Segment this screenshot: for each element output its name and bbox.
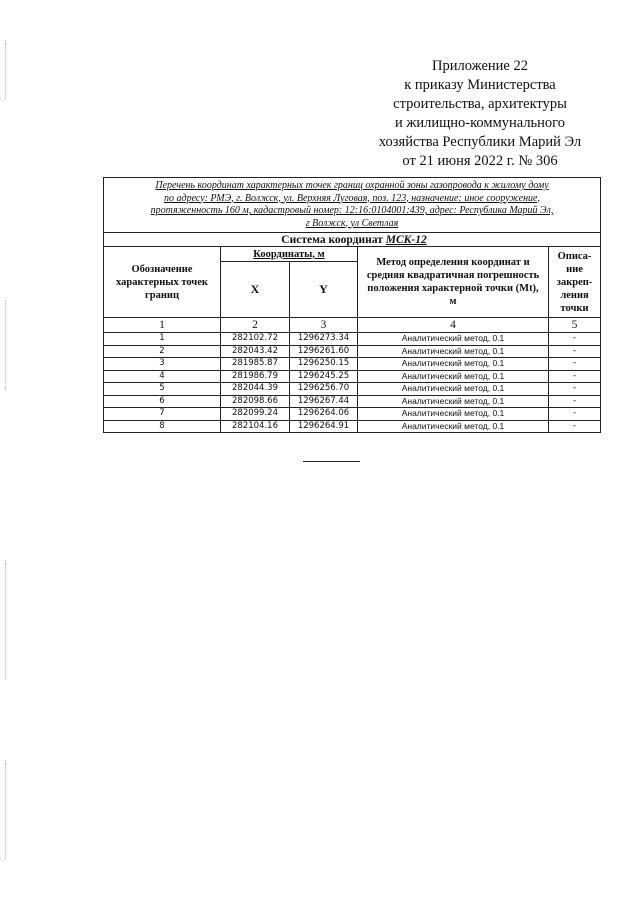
cell-y: 1296273.34 [290,333,358,346]
cell-y: 1296250.15 [290,358,358,371]
header-x: X [221,262,290,318]
table-row [104,333,601,346]
table-row [104,370,601,383]
column-number: 3 [290,318,358,333]
caption-line: по адресу: РМЭ, г. Волжск, ул. Верхняя Луговая, поз. 123, назначение: иное сооружение, [164,192,540,204]
cell-point: 3 [104,358,221,371]
cell-y: 1296256.70 [290,383,358,396]
cell-x: 281985.87 [221,358,290,371]
cell-description: - [549,383,601,396]
cell-description: - [549,358,601,371]
table-row [104,358,601,371]
cell-description: - [549,420,601,433]
cell-y: 1296264.06 [290,408,358,421]
cell-method: Аналитический метод, 0.1 [358,345,549,358]
header-description: Описа-ние закреп-ления точки [549,247,601,318]
cell-x: 282102.72 [221,333,290,346]
cell-method: Аналитический метод, 0.1 [358,370,549,383]
scan-edge-mark [5,40,6,100]
table-caption [104,178,601,233]
cell-point: 8 [104,420,221,433]
cell-method: Аналитический метод, 0.1 [358,358,549,371]
appendix-line: от 21 июня 2022 г. № 306 [402,153,558,169]
cell-y: 1296264.91 [290,420,358,433]
cell-x: 282044.39 [221,383,290,396]
scan-edge-mark [5,760,6,860]
appendix-line: строительства, архитектуры [393,96,567,112]
cell-point: 2 [104,345,221,358]
appendix-line: хозяйства Республики Марий Эл [378,134,582,150]
header-y: Y [290,262,358,318]
coordinate-system-row [104,233,601,247]
column-number: 1 [104,318,221,333]
coordinates-table [103,177,601,433]
header-coordinates: Координаты, м [221,247,358,262]
caption-line: Перечень координат характерных точек границ охранной зоны газопровода к жилому дому [155,180,549,191]
cell-x: 282099.24 [221,408,290,421]
cell-description: - [549,395,601,408]
header-method: Метод определения координат и средняя квадратичная погрешность положения характерной точки (Mt), м [358,247,549,318]
column-numbers-row [104,318,601,333]
column-number: 2 [221,318,290,333]
cell-point: 5 [104,383,221,396]
caption-line: г Волжск, ул Светлая [305,217,399,229]
column-number: 4 [358,318,549,333]
scan-edge-mark [5,560,6,680]
appendix-line: к приказу Министерства [404,77,556,93]
cell-x: 282104.16 [221,420,290,433]
caption-line: протяженность 160 м, кадастровый номер: 12:16:0104001:439, адрес: Республика Марий Эл, [150,205,554,216]
cell-description: - [549,333,601,346]
scan-edge-mark [5,300,6,390]
cell-point: 6 [104,395,221,408]
header-point: Обозначение характерных точек границ [104,247,221,318]
cell-method: Аналитический метод, 0.1 [358,408,549,421]
table-row [104,420,601,433]
cell-description: - [549,408,601,421]
table-row [104,383,601,396]
cell-point: 4 [104,370,221,383]
cell-x: 281986.79 [221,370,290,383]
cell-point: 1 [104,333,221,346]
appendix-line: и жилищно-коммунального [394,115,566,131]
table-row [104,395,601,408]
cell-y: 1296245.25 [290,370,358,383]
closing-rule [303,461,360,462]
cell-x: 282098.66 [221,395,290,408]
column-number: 5 [549,318,601,333]
cell-y: 1296267.44 [290,395,358,408]
cell-method: Аналитический метод, 0.1 [358,420,549,433]
coordinate-system-name: МСК-12 [385,233,427,246]
cell-method: Аналитический метод, 0.1 [358,333,549,346]
table-row [104,408,601,421]
appendix-line: Приложение 22 [432,58,528,74]
table-row [104,345,601,358]
cell-description: - [549,370,601,383]
cell-method: Аналитический метод, 0.1 [358,395,549,408]
appendix-header [330,57,630,171]
cell-point: 7 [104,408,221,421]
coordinate-system-label: Система координат [281,233,383,246]
cell-description: - [549,345,601,358]
cell-x: 282043.42 [221,345,290,358]
cell-method: Аналитический метод, 0.1 [358,383,549,396]
cell-y: 1296261.60 [290,345,358,358]
